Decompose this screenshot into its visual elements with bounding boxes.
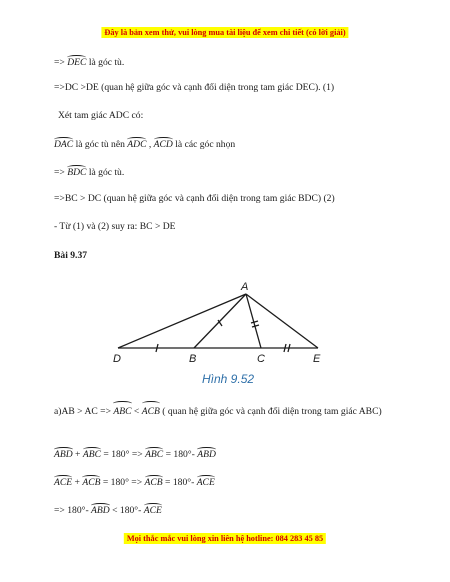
text-fragment: => bbox=[54, 167, 68, 178]
angle-notation: ACE bbox=[54, 477, 73, 488]
angle-notation: ABD bbox=[54, 449, 73, 460]
angle-dac: DAC bbox=[54, 139, 74, 150]
text-fragment: ( quan hệ giữa góc và cạnh đối diện trong tam giác ABC) bbox=[159, 406, 382, 417]
text-line-6: =>BC > DC (quan hệ giữa góc và cạnh đối diện trong tam giác BDC) (2) bbox=[54, 193, 335, 204]
preview-notice-banner: Đây là bản xem thử, vui lòng mua tài liệu để xem chi tiết (có lời giải) bbox=[101, 27, 348, 38]
text-line-3: Xét tam giác ADC có: bbox=[58, 110, 144, 121]
text-line-4 bbox=[54, 137, 235, 151]
text-line-5 bbox=[54, 165, 124, 179]
text-fragment: => 180°- bbox=[54, 505, 92, 516]
segment-ad bbox=[118, 294, 246, 348]
text-fragment: là góc tù nên bbox=[73, 139, 128, 150]
angle-notation: ABD bbox=[197, 449, 216, 460]
segment-ac bbox=[246, 294, 261, 348]
angle-notation: ACB bbox=[144, 477, 163, 488]
label-a: A bbox=[241, 281, 249, 293]
angle-dec: DEC bbox=[67, 57, 87, 68]
angle-notation: ACE bbox=[143, 505, 162, 516]
label-e: E bbox=[313, 353, 321, 365]
angle-notation: ABD bbox=[91, 505, 110, 516]
angle-notation: ACB bbox=[82, 477, 101, 488]
geometry-figure bbox=[108, 278, 338, 390]
text-fragment: + bbox=[72, 477, 83, 488]
text-line-1 bbox=[54, 55, 124, 69]
text-fragment: là góc tù. bbox=[86, 167, 125, 178]
angle-bdc: BDC bbox=[67, 167, 87, 178]
text-fragment: => bbox=[54, 57, 68, 68]
angle-abc: ABC bbox=[113, 401, 131, 420]
text-line-2: =>DC >DE (quan hệ giữa góc và cạnh đối diện trong tam giác DEC). (1) bbox=[54, 82, 335, 93]
angle-acd: ACD bbox=[153, 139, 173, 150]
text-fragment: , bbox=[146, 139, 154, 150]
text-fragment: là góc tù. bbox=[86, 57, 125, 68]
text-line-12 bbox=[54, 503, 162, 517]
text-fragment: là các góc nhọn bbox=[172, 139, 236, 150]
angle-notation: ACE bbox=[196, 477, 215, 488]
label-d: D bbox=[113, 353, 121, 365]
hotline-footer-banner: Mọi thắc mắc vui lòng xin liên hệ hotline: 084 283 45 85 bbox=[124, 533, 326, 544]
angle-notation: ABC bbox=[145, 449, 164, 460]
text-fragment: = 180° => bbox=[101, 449, 146, 460]
text-fragment: = 180° => bbox=[100, 477, 145, 488]
text-line-11 bbox=[54, 475, 215, 489]
text-fragment: a)AB > AC => bbox=[54, 406, 114, 417]
angle-notation: ABC bbox=[82, 449, 101, 460]
segment-ab bbox=[194, 294, 246, 348]
angle-acb: ACB bbox=[142, 401, 160, 420]
text-fragment: < bbox=[131, 406, 142, 417]
label-b: B bbox=[189, 353, 197, 365]
text-fragment: + bbox=[72, 449, 83, 460]
text-fragment: < 180°- bbox=[109, 505, 144, 516]
figure-caption: Hình 9.52 bbox=[202, 372, 255, 386]
text-fragment: = 180°- bbox=[163, 449, 198, 460]
text-fragment: = 180°- bbox=[162, 477, 197, 488]
text-line-7: - Từ (1) và (2) suy ra: BC > DE bbox=[54, 221, 176, 232]
angle-adc: ADC bbox=[127, 139, 147, 150]
label-c: C bbox=[257, 353, 265, 365]
text-line-9 bbox=[54, 401, 384, 420]
text-line-10 bbox=[54, 447, 216, 461]
exercise-heading: Bài 9.37 bbox=[54, 250, 88, 261]
